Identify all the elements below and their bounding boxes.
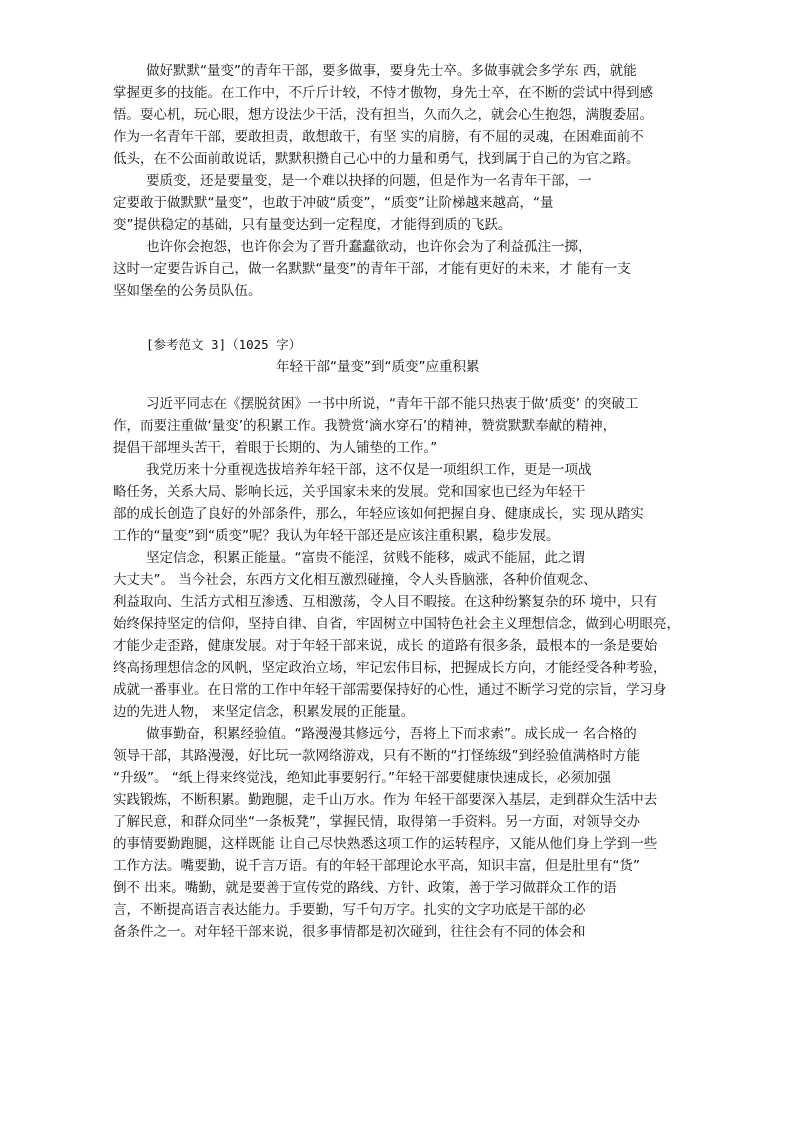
paragraph-line: 做好默默“量变”的青年干部，要多做事，要身先士卒。多做事就会多学东 西，就能 <box>146 63 637 79</box>
paragraph-line: 利益取向、生活方式相互渗透、互相激荡，令人目不暇接。在这种纷繁复杂的环 境中，只有 <box>113 594 658 610</box>
paragraph-line: 悟。耍心机，玩心眼，想方设法少干活，没有担当，久而久之，就会心生抱怨，满腹委屈。 <box>113 107 653 123</box>
paragraph-line: 工作的“量变”到“质变”呢？我认为年轻干部还是应该注重积累，稳步发展。 <box>113 528 560 544</box>
paragraph-line: 备条件之一。对年轻干部来说，很多事情都是初次碰到，往往会有不同的体会和 <box>113 924 586 940</box>
paragraph-line: 了解民意，和群众同坐“一条板凳”，掌握民情，取得第一手资料。另一方面，对领导交办 <box>113 814 640 830</box>
paragraph-line: 工作方法。嘴要勤，说千言万语。有的年轻干部理论水平高，知识丰富，但是肚里有“货” <box>113 858 640 874</box>
paragraph-line: 作，而要注重做‘量变’的积累工作。我赞赏‘滴水穿石’的精神，赞赏默默奉献的精神， <box>113 418 617 434</box>
paragraph-line: 略任务，关系大局、影响长远，关乎国家未来的发展。党和国家也已经为年轻干 <box>113 484 586 500</box>
paragraph-line: 这时一定要告诉自己，做一名默默“量变”的青年干部，才能有更好的未来，才 能有一支 <box>113 261 631 277</box>
paragraph-line: 的事情要勤跑腿，这样既能 让自己尽快熟悉这项工作的运转程序，又能从他们身上学到一些 <box>113 836 658 852</box>
paragraph-line: 要质变，还是要量变，是一个难以抉择的问题，但是作为一名青年干部，一 <box>146 173 592 189</box>
paragraph-line: 倒不 出来。嘴勤，就是要善于宣传党的路线、方针、政策，善于学习做群众工作的语 <box>113 880 617 896</box>
paragraph-line: 坚如堡垒的公务员队伍。 <box>113 283 262 299</box>
paragraph-line: 大丈夫”。 当今社会，东西方文化相互激烈碰撞，令人头昏脑涨，各种价值观念、 <box>113 572 597 588</box>
paragraph-line: 成就一番事业。在日常的工作中年轻干部需要保持好的心性，通过不断学习党的宗旨，学习身 <box>113 682 667 698</box>
paragraph-line: 始终保持坚定的信仰，坚持自律、自省，牢固树立中国特色社会主义理想信念，做到心明眼亮， <box>113 616 680 632</box>
paragraph-line: 部的成长创造了良好的外部条件，那么，年轻应该如何把握自身、健康成长，实 现从踏实 <box>113 506 644 522</box>
paragraph-line: 定要敢于做默默“量变”，也敢于冲破“质变”，“质变”让阶梯越来越高，“量 <box>113 195 554 211</box>
paragraph-line: 言，不断提高语言表达能力。手要勤，写千句万字。扎实的文字功底是干部的必 <box>113 902 586 918</box>
paragraph-line: 坚定信念，积累正能量。“富贵不能淫，贫贱不能移，威武不能屈，此之谓 <box>146 550 585 566</box>
reference-label: [参考范文 3]（1025 字） <box>146 337 302 352</box>
paragraph-line: 习近平同志在《摆脱贫困》一书中所说，“青年干部不能只热衷于做‘质变’ 的突破工 <box>146 396 639 412</box>
paragraph-line: 作为一名青年干部，要敢担责，敢想敢干，有坚 实的肩膀，有不屈的灵魂，在困难面前不 <box>113 129 644 145</box>
paragraph-line: 才能少走歪路，健康发展。对于年轻干部来说，成长 的道路有很多条，最根本的一条是要始 <box>113 638 658 654</box>
paragraph-line: 掌握更多的技能。在工作中，不斤斤计较，不恃才傲物，身先士卒，在不断的尝试中得到感 <box>113 85 653 101</box>
paragraph-line: “升级”。 “纸上得来终觉浅，绝知此事要躬行。”年轻干部要健康快速成长，必须加强 <box>113 770 612 786</box>
paragraph-line: 变”提供稳定的基础，只有量变达到一定程度，才能得到质的飞跃。 <box>113 217 512 233</box>
paragraph-line: 我党历来十分重视选拔培养年轻干部，这不仅是一项组织工作，更是一项战 <box>146 462 592 478</box>
paragraph-line: 做事勤奋，积累经验值。“路漫漫其修远兮，吾将上下而求索”。成长成一 名合格的 <box>146 726 637 742</box>
paragraph-line: 提倡干部埋头苦干，着眼于长期的、为人铺垫的工作。” <box>113 440 438 456</box>
paragraph-line: 低头，在不公面前敢说话，默默积攒自己心中的力量和勇气，找到属于自己的为官之路。 <box>113 151 640 167</box>
paragraph-line: 边的先进人物， 来坚定信念，积累发展的正能量。 <box>113 704 415 720</box>
paragraph-line: 实践锻炼，不断积累。勤跑腿，走千山万水。作为 年轻干部要深入基层，走到群众生活中去 <box>113 792 658 808</box>
paragraph-line: 领导干部，其路漫漫，好比玩一款网络游戏，只有不断的“打怪练级”到经验值满格时方能 <box>113 748 640 764</box>
paragraph-line: 也许你会抱怨，也许你会为了晋升蠢蠢欲动，也许你会为了利益孤注一掷， <box>146 239 592 255</box>
paragraph-line: 终高扬理想信念的风帆，坚定政治立场，牢记宏伟目标，把握成长方向，才能经受各种考验， <box>113 660 667 676</box>
article-title: 年轻干部“量变”到“质变”应重积累 <box>276 359 480 375</box>
